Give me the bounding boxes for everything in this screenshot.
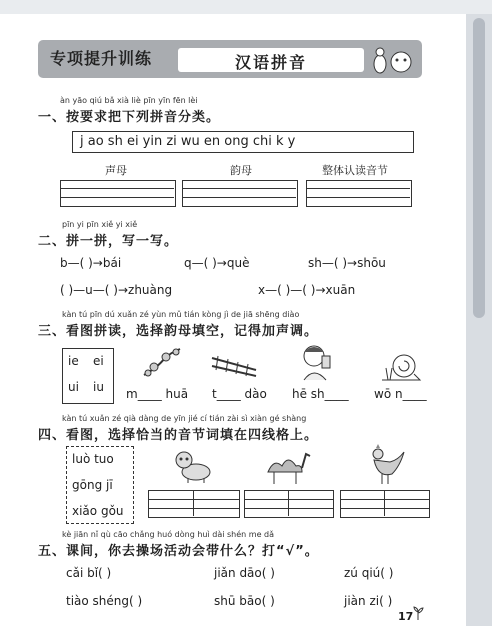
q5-pinyin: kè jiān nǐ qù cāo chǎng huó dòng huì dài shén me dǎ [62,530,275,539]
q1-writing-lines-finals [182,180,298,207]
child-drinking-water-icon [296,342,338,382]
q2-item-3: sh—( )→shōu [308,256,386,270]
q4-grid-line [340,508,430,509]
q2-item-4: ( )—u—( )→zhuàng [60,283,173,297]
q4-word-2: gōng jī [72,478,113,492]
plum-blossom-branch-icon [140,345,184,381]
q4-grid-line [148,508,240,509]
q4-four-line-grid-3[interactable] [340,490,430,518]
q2-item-1: b—( )→bái [60,256,122,270]
q4-grid-line [148,499,240,500]
q2-item-2: q—( )→què [184,256,250,270]
q4-word-3: xiǎo gǒu [72,504,124,518]
q4-word-1: luò tuo [72,452,114,466]
camel-icon [262,446,312,486]
page-number: 17 [398,610,414,623]
q1-line [306,206,412,207]
q1-syllables: j ao sh ei yin zi wu en ong chi k y [80,134,296,149]
leaf-icon [412,606,424,620]
q2-heading: 二、拼一拼，写一写。 [38,234,179,249]
q4-grid-divider [288,490,289,516]
q4-grid-line [244,499,334,500]
q5-item-2: jiǎn dāo( ) [214,566,275,580]
snail-icon [380,350,424,384]
q4-grid-divider [384,490,385,516]
q1-col-whole: 整体认读音节 [322,164,388,177]
q5-item-6: jiàn zi( ) [344,594,393,608]
q4-four-line-grid-1[interactable] [148,490,240,518]
q1-line [306,188,410,189]
q1-line [60,188,174,189]
q4-grid-divider [193,490,194,516]
q1-writing-lines-initials [60,180,176,207]
q1-col-finals: 韵母 [230,164,252,177]
q3-pinyin: kàn tú pīn dú xuǎn zé yùn mǔ tián kòng jì de jiā shēng diào [62,310,300,319]
q5-item-3: zú qiú( ) [344,566,394,580]
q3-option-ui: ui [68,380,79,394]
q1-col-initials: 声母 [105,164,127,177]
scrollbar-thumb[interactable] [473,18,485,318]
q1-pinyin: àn yāo qiú bǎ xià liè pīn yīn fēn lèi [60,96,198,105]
q4-grid-line [340,499,430,500]
q3-answer-2: t____ dào [212,387,267,401]
q4-four-line-grid-2[interactable] [244,490,334,518]
cartoon-characters-icon [368,42,414,76]
q1-line [60,197,174,198]
q4-heading: 四、看图，选择恰当的音节词填在四线格上。 [38,428,319,443]
q1-heading: 一、按要求把下列拼音分类。 [38,110,221,125]
q3-option-ie: ie [68,354,79,368]
q2-pinyin: pīn yi pīn xiě yi xiě [62,220,138,229]
q5-item-5: shū bāo( ) [214,594,275,608]
q3-option-iu: iu [93,380,104,394]
q3-option-ei: ei [93,354,104,368]
q3-answer-4: wō n____ [374,387,427,401]
q5-item-1: cǎi bǐ( ) [66,566,112,580]
q1-line [60,206,176,207]
rooster-icon [364,444,408,486]
q1-line [306,197,410,198]
q3-heading: 三、看图拼读，选择韵母填空，记得加声调。 [38,324,319,339]
q1-writing-lines-whole [306,180,412,207]
q1-line [182,206,298,207]
puppy-icon [170,446,216,484]
banner-category: 专项提升训练 [50,49,153,68]
viewer-top-bar [0,0,492,15]
q5-item-4: tiào shéng( ) [66,594,143,608]
q5-heading: 五、课间，你去操场活动会带什么？打“√”。 [38,544,319,559]
q4-grid-line [244,508,334,509]
q3-answer-3: hē sh____ [292,387,349,401]
q1-line [182,188,296,189]
railway-track-icon [210,352,258,378]
q1-line [182,197,296,198]
q3-answer-1: m____ huā [126,387,189,401]
q4-pinyin: kàn tú xuǎn zé qià dàng de yīn jié cí tián zài sì xiàn gé shàng [62,414,307,423]
q2-item-5: x—( )—( )→xuān [258,283,356,297]
banner-title: 汉语拼音 [234,53,307,72]
